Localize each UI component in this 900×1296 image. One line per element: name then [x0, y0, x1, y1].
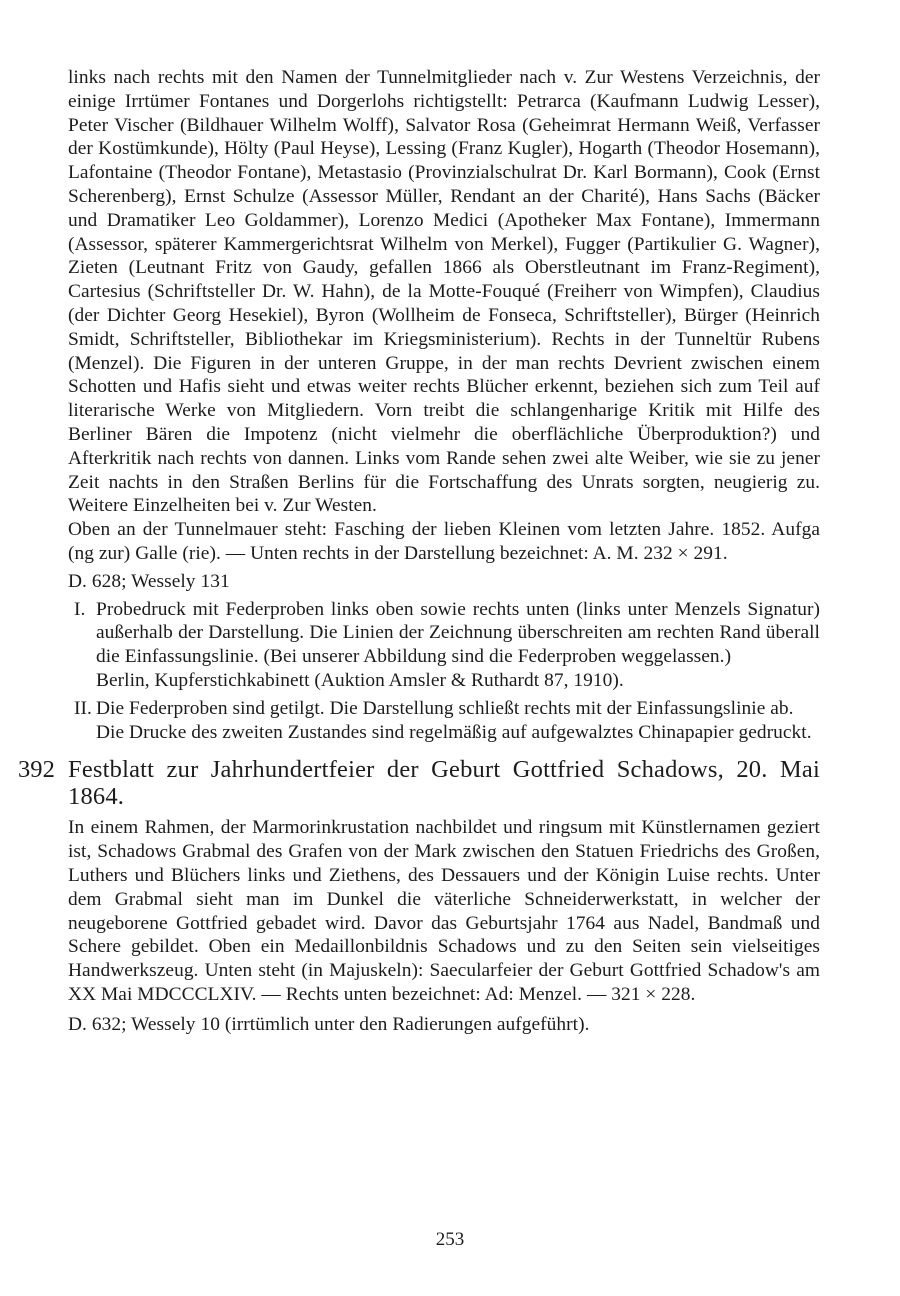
reference-line: D. 632; Wessely 10 (irrtümlich unter den Radierungen aufgeführt). [68, 1013, 590, 1035]
state-number: I. [74, 598, 86, 620]
entry-title: Festblatt zur Jahrhundertfeier der Geburt Gottfried Schadows, 20. Mai 1864. [68, 756, 820, 811]
state-one [68, 598, 820, 693]
entry-number: 392 [18, 756, 55, 784]
body-paragraph: links nach rechts mit den Namen der Tunnelmitglieder nach v. Zur Westens Verzeichnis, der einige Irrtümer Fontanes und Dorgerlohs richtigstellt: Petrarca (Kaufmann Ludwig Lesser), Peter Vischer (Bildhauer Wilhelm Wolff), Salvator Rosa (Geheimrat Hermann Weiß, Verfasser der Kostümkunde), Hölty (Paul Heyse), Lessing (Franz Kugler), Hogarth (Theodor Hosemann), Lafontaine (Theodor Fontane), Metastasio (Provinzialschulrat Dr. Karl Bormann), Cook (Ernst Scherenberg), Ernst Schulze (Assessor Müller, Rendant an der Charité), Hans Sachs (Bäcker und Dramatiker Leo Goldammer), Lorenzo Medici (Apotheker Max Fontane), Immermann (Assessor, späterer Kammergerichtsrat Wilhelm von Merkel), Fugger (Partikulier G. Wagner), Zieten (Leutnant Fritz von Gaudy, gefallen 1866 als Oberstleutnant im Franz-Regiment), Cartesius (Schriftsteller Dr. W. Hahn), de la Motte-Fouqué (Freiherr von Wimpfen), Claudius (der Dichter Georg Hesekiel), Byron (Wollheim de Fonseca, Schriftsteller), Bürger (Heinrich Smidt, Schriftsteller, Bibliothekar im Kriegsministerium). Rechts in der Tunneltür Rubens (Menzel). Die Figuren in der unteren Gruppe, in der man rechts Devrient zwischen einem Schotten und Hafis sieht und etwas weiter rechts Blücher erkennt, beziehen sich zum Teil auf literarische Werke von Mitgliedern. Vorn treibt die schlangenharige Kritik mit Hilfe des Berliner Bären die Impotenz (nicht vielmehr die oberflächliche Überproduktion?) und Afterkritik nach rechts von dannen. Links vom Rande sehen zwei alte Weiber, wie sie zu jener Zeit nachts in den Straßen Berlins für die Fortschaffung des Unrats sorgten, neugierig zu. Weitere Einzelheiten bei v. Zur Westen. [68, 67, 820, 517]
entry-description: In einem Rahmen, der Marmorinkrustation nachbildet und ringsum mit Künstlernamen geziert ist, Schadows Grabmal des Grafen von der Mark zwischen den Statuen Friedrichs des Großen, Luthers und Blüchers links und Ziethens, des Dessauers und der Königin Luise rechts. Unter dem Grabmal sieht man im Dunkel die väterliche Schneiderwerkstatt, in welcher der neugeborene Gottfried gebadet wird. Davor das Geburtsjahr 1764 aus Nadel, Bandmaß und Schere gebildet. Oben ein Medaillonbildnis Schadows und zu den Seiten sein vielseitiges Handwerkszeug. Unten steht (in Majuskeln): Saecularfeier der Geburt Gottfried Schadow's am XX Mai MDCCCLXIV. — Rechts unten bezeichnet: Ad: Menzel. — 321 × 228. [68, 817, 820, 1005]
state-description: Die Federproben sind getilgt. Die Darstellung schließt rechts mit der Einfassungslinie ab. [96, 697, 794, 719]
state-location: Berlin, Kupferstichkabinett (Auktion Amsler & Ruthardt 87, 1910). [96, 669, 624, 691]
inscription-paragraph: Oben an der Tunnelmauer steht: Fasching der lieben Kleinen vom letzten Jahre. 1852. Aufga (ng zur) Galle (rie). — Unten rechts in der Darstellung bezeichnet: A. M. 232 × 291. [68, 519, 820, 564]
catalog-entry-392 [18, 756, 820, 1036]
page-body [18, 66, 820, 1036]
reference-line: D. 628; Wessely 131 [68, 570, 230, 592]
state-number: II. [74, 697, 92, 719]
state-note: Die Drucke des zweiten Zustandes sind regelmäßig auf aufgewalztes Chinapapier gedruckt. [96, 721, 812, 743]
state-two [68, 697, 820, 745]
state-description: Probedruck mit Federproben links oben sowie rechts unten (links unter Menzels Signatur) außerhalb der Darstellung. Die Linien der Zeichnung überschreiten am rechten Rand überall die Einfassungslinie. (Bei unserer Abbildung sind die Federproben weggelassen.) [96, 598, 820, 668]
page-number: 253 [435, 1229, 465, 1250]
